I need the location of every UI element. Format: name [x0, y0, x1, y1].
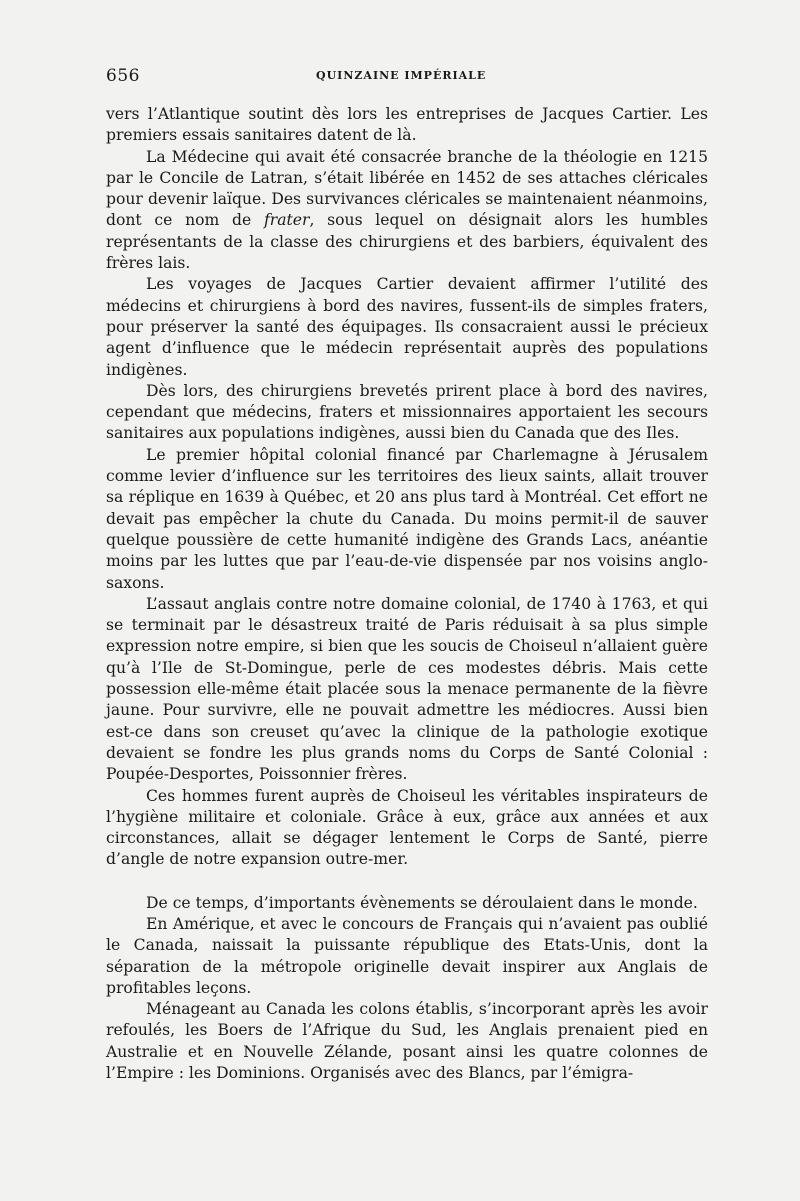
- paragraph: L’assaut anglais contre notre domaine colonial, de 1740 à 1763, et qui se terminait par le désastreux traité de Paris réduisait à sa plus simple expression notre empire, si bien que les soucis de Choiseul n’allaient guère qu’à l’Ile de St-Domingue, perle de ces modestes débris. Mais cette possession elle-même était placée sous la menace permanente de la fièvre jaune. Pour survivre, elle ne pouvait admettre les médiocres. Aussi bien est-ce dans son creuset qu’avec la clinique de la pathologie exotique devaient se fondre les plus grands noms du Corps de Santé Colonial : Poupée-Desportes, Poissonnier frères.: [106, 594, 708, 784]
- paragraph: Les voyages de Jacques Cartier devaient affirmer l’utilité des médecins et chirurgiens à bord des navires, fussent-ils de simples fraters, pour préserver la santé des équipages. Ils consacraient aussi le précieux agent d’influence que le médecin représentait auprès des populations indigènes.: [106, 275, 708, 379]
- paragraph: La Médecine qui avait été consacrée branche de la théologie en 1215 par le Concile de Latran, s’était libérée en 1452 de ses attaches cléricales pour devenir laïque. Des survivances cléricales se maintenaient néanmoins, dont ce nom de frater, sous lequel on désignait alors les humbles représentants de la classe des chirurgiens et des barbiers, équivalent des frères lais.: [106, 147, 708, 273]
- paragraph: Ménageant au Canada les colons établis, s’incorporant après les avoir refoulés, les Boers de l’Afrique du Sud, les Anglais prenaient pied en Australie et en Nouvelle Zélande, posant ainsi les quatre colonnes de l’Empire : les Dominions. Organisés avec des Blancs, par l’émigra-: [106, 1000, 708, 1083]
- paragraph: vers l’Atlantique soutint dès lors les entreprises de Jacques Cartier. Les premiers essais sanitaires datent de là.: [106, 105, 708, 145]
- page-header: [106, 66, 706, 88]
- paragraph: Le premier hôpital colonial financé par Charlemagne à Jérusalem comme levier d’influence sur les territoires des lieux saints, allait trouver sa réplique en 1639 à Québec, et 20 ans plus tard à Montréal. Cet effort ne devait pas empêcher la chute du Canada. Du moins permit-il de sauver quelque poussière de cette humanité indigène des Grands Lacs, anéantie moins par les luttes que par l’eau-de-vie dispensée par nos voisins anglo-saxons.: [106, 445, 708, 592]
- running-title: QUINZAINE IMPÉRIALE: [316, 69, 487, 82]
- body-text: [106, 104, 708, 1084]
- page-number: 656: [106, 66, 140, 86]
- italic-term: frater: [263, 211, 310, 230]
- paragraph: En Amérique, et avec le concours de Français qui n’avaient pas oublié le Canada, naissait la puissante république des Etats-Unis, dont la séparation de la métropole originelle devait inspirer aux Anglais de profitables leçons.: [106, 914, 708, 997]
- paragraph: Dès lors, des chirurgiens brevetés prirent place à bord des navires, cependant que médecins, fraters et missionnaires apportaient les secours sanitaires aux populations indigènes, aussi bien du Canada que des Iles.: [106, 381, 708, 443]
- paragraph: Ces hommes furent auprès de Choiseul les véritables inspirateurs de l’hygiène militaire et coloniale. Grâce à eux, grâce aux années et aux circonstances, allait se dégager lentement le Corps de Santé, pierre d’angle de notre expansion outre-mer.: [106, 786, 708, 869]
- paragraph: De ce temps, d’importants évènements se déroulaient dans le monde.: [146, 893, 698, 912]
